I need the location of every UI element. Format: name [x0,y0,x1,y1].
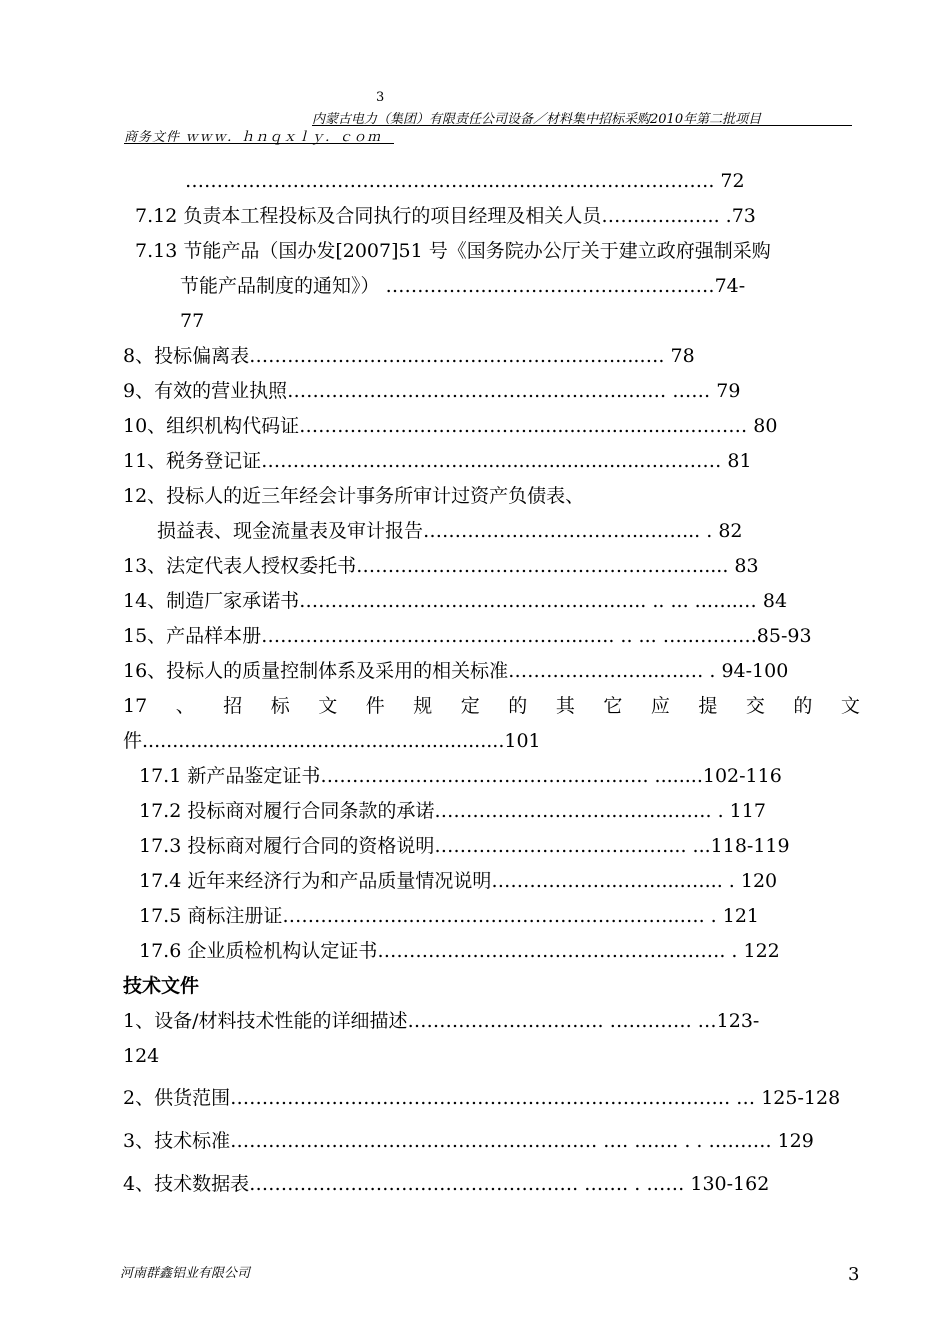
toc-entry: 节能产品制度的通知》） …………….………………………………74- [180,275,746,297]
toc-entry: 12、投标人的近三年经会计事务所审计过资产负债表、 [123,485,585,507]
section-heading-technical: 技术文件 [123,975,200,997]
toc-entry: 10、组织机构代码证………………………………...........................……… 80 [123,415,778,437]
toc-entry-justified: 17 、 招 标 文 件 规 定 的 其 它 应 提 交 的 文 [123,695,860,717]
footer-company: 河南群鑫铝业有限公司 [120,1266,251,1281]
toc-entry: 2、供货范围……………………………………………………………………. … 125-128 [123,1087,841,1109]
toc-entry: 15、产品样本册…………………………………………...….. .. ... …..……….85-93 [123,625,812,647]
toc-entry: 17.1 新产品鉴定证书………………………………….…….….. ........102-116 [139,765,782,787]
toc-entry: 损益表、现金流量表及审计报告……………………………..……... . 82 [157,520,743,542]
toc-entry: 16、投标人的质量控制体系及采用的相关标准……………….…..….… . 94-100 [123,660,789,682]
toc-entry: 124 [123,1045,160,1067]
toc-entry: 11、税务登记证…………………………….............................………… 81 [123,450,752,472]
toc-entry: 17.4 近年来经济行为和产品质量情况说明………………..…….....…... . 120 [139,870,778,892]
toc-entry: 17.6 企业质检机构认定证书………………………………………………. . 122 [139,940,780,962]
header-page-number: 3 [376,90,385,105]
toc-entry: 77 [180,310,205,332]
toc-entry: 8、投标偏离表……………………..……………………..……....…. 78 [123,345,695,367]
toc-entry: 14、制造厂家承诺书…………………………………………..….. .. ... ..…..… 84 [123,590,788,612]
toc-entry: 17.2 投标商对履行合同条款的承诺………………………..……..……. . 117 [139,800,766,822]
header-rule [312,125,852,126]
toc-entry: 17.3 投标商对履行合同的资格说明………………………….……... ...118-119 [139,835,790,857]
header-title: 内蒙古电力（集团）有限责任公司设备／材料集中招标采购2010年第二批项目 [312,112,762,127]
header-subtitle: 商务文件 ｗｗｗ．ｈｎｑｘｌｙ．ｃｏｍ [124,130,382,145]
toc-entry: 13、法定代表人授权委托书………………………………………………..... 83 [123,555,759,577]
header-subtitle-rule [124,143,394,144]
toc-entry: 件............................................................101 [123,730,541,752]
toc-entry: 7.12 负责本工程投标及合同执行的项目经理及相关人员……..…...….. .73 [135,205,756,227]
toc-entry: 7.13 节能产品（国办发[2007]51 号《国务院办公厅关于建立政府强制采购 [135,240,771,262]
toc-entry: 9、有效的营业执照………………………………….…………..…… …… 79 [123,380,741,402]
toc-entry: ………………………………………......…..………………………. 72 [185,170,745,192]
toc-entry: 3、技术标准…………………………………………………. …. ……. . . ………. 129 [123,1130,814,1152]
footer-page-number: 3 [848,1264,860,1285]
toc-entry: 4、技术数据表……………………………………………. ……. . …… 130-162 [123,1173,770,1195]
toc-entry: 1、设备/材料技术性能的详细描述…………………………. …………. …123- [123,1010,760,1032]
toc-entry: 17.5 商标注册证………………..……….……………….…………..…. . 121 [139,905,760,927]
